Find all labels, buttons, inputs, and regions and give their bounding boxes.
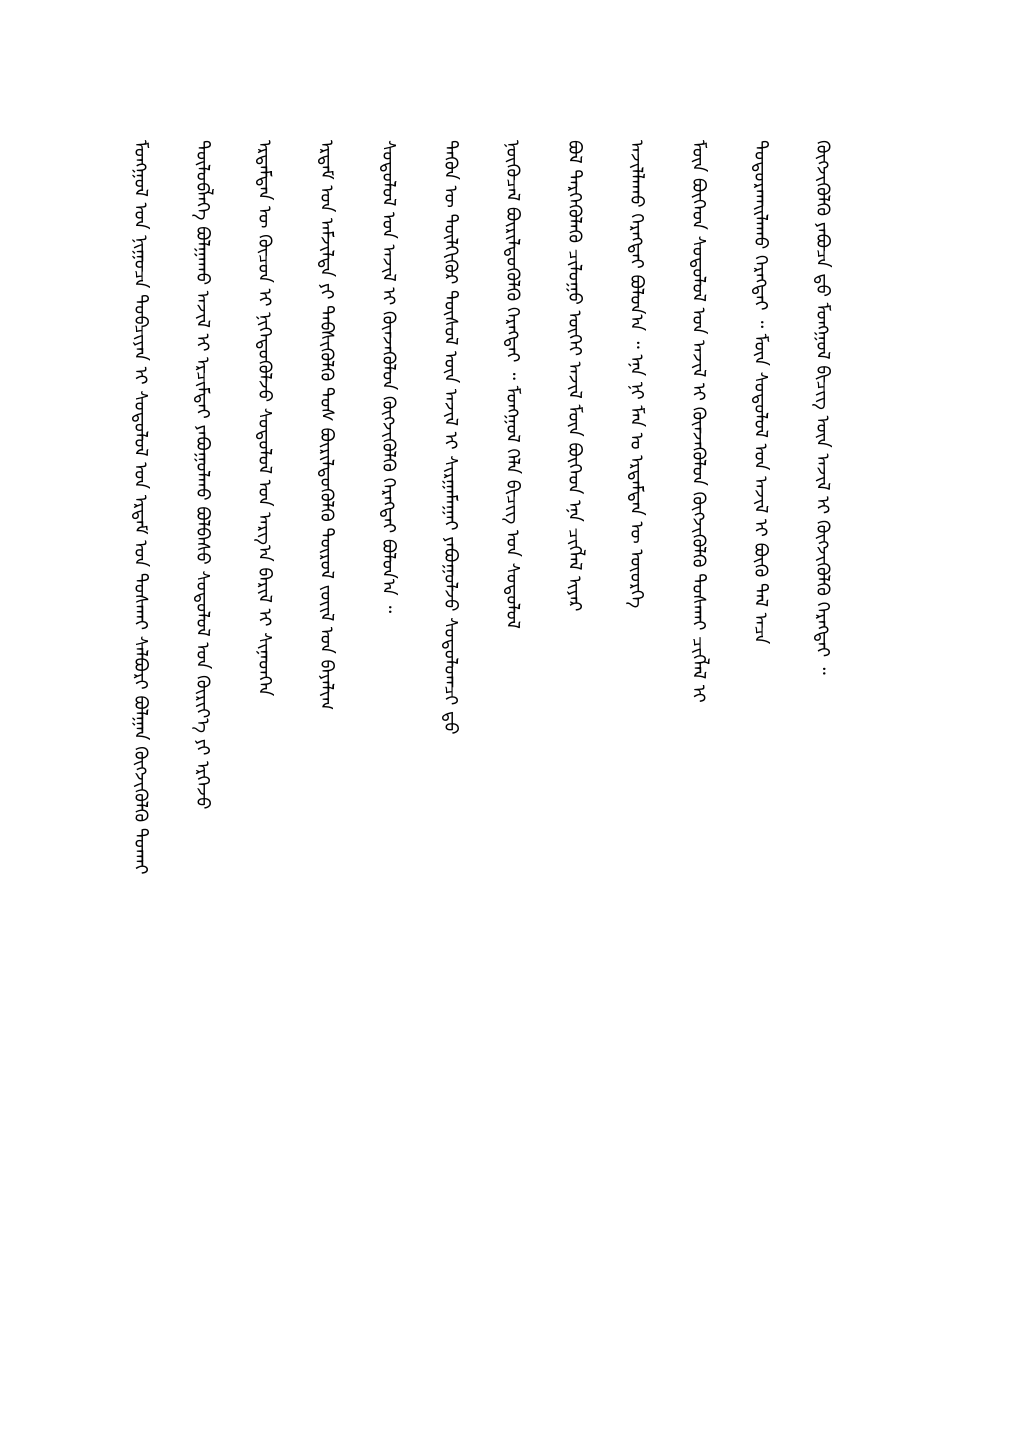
text-line: ᠡᠷᠳᠡᠮᠲᠡᠨ ᠦ ᠬᠦᠴᠦᠨ ᠢ ᠨᠢᠭᠡᠳᠦᠭᠦᠯᠵᠦ ᠰᠤᠳᠤᠯᠤᠯ ᠤᠨ ᠠᠷᠭ᠎ᠠ ᠪᠠᠷᠢᠯ ᠢ ᠰᠢᠨᠡᠳᠭᠡᠨ <box>254 140 275 697</box>
text-line: ᠪᠣᠯ ᠲᠡᠷᠭᠡᠭᠦᠯᠡᠬᠦ ᠴᠢᠯᠤᠭᠤ ᠦᠭᠡᠢ ᠠᠵᠢᠯ ᠮᠥᠨ ᠪᠥᠭᠡᠳ ᠡᠨᠡ ᠴᠢᠭᠯᠡᠯ ᠢᠶᠡᠷ <box>564 140 585 612</box>
text-line: ᠰᠤᠳᠤᠯᠤᠯ ᠤᠨ ᠠᠵᠢᠯ ᠢ ᠭᠦᠨᠵᠡᠭᠦᠯᠦᠨ ᠬᠥᠭᠵᠢᠭᠦᠯᠬᠦ ᠬᠡᠷᠡᠭᠲᠡᠢ ᠪᠣᠯᠤᠨ᠎ᠠ ᠃ <box>378 140 399 614</box>
text-line: ᠲᠡᠭᠦᠨ ᠦ ᠲᠦᠯᠬᠢᠭᠦᠷ ᠲᠥᠰᠥᠯ ᠦᠨ ᠠᠵᠢᠯ ᠢ ᠰᠢᠷᠭᠠᠮᠠᠭᠠᠢ ᠶᠠᠪᠤᠭᠤᠯᠵᠤ ᠰᠤᠳᠤᠯᠤᠭᠴᠢ ᠳ᠋ᠦ <box>440 140 461 735</box>
text-line: ᠬᠥᠭᠵᠢᠭᠦᠯᠬᠦ ᠶᠠᠪᠤᠴᠠ ᠳ᠋ᠤ ᠮᠣᠩᠭᠣᠯ ᠪᠢᠴᠢᠭ ᠦᠨ ᠠᠵᠢᠯ ᠢ ᠬᠥᠭᠵᠢᠭᠦᠯᠬᠦ ᠬᠡᠷᠡᠭᠲᠡᠢ ᠃ <box>812 140 833 675</box>
text-line: ᠠᠵᠢᠯᠯᠠᠬᠤ ᠬᠡᠷᠡᠭᠲᠡᠢ ᠪᠣᠯᠤᠨ᠎ᠠ ᠃ ᠡᠨᠡ ᠨᠢ ᠮᠠᠨ ᠤ ᠡᠷᠳᠡᠮᠲᠡᠨ ᠦ ᠦᠦᠷᠭᠡ <box>626 140 647 609</box>
text-line: ᠡᠷᠳᠡᠮ ᠤᠨ ᠠᠮᠵᠢᠯᠲᠠ ᠶᠢ ᠳᠡᠪᠰᠢᠭᠦᠯᠬᠦ ᠲᠤᠰ ᠪᠦᠷᠢᠯᠳᠦᠭᠦᠯᠬᠦ ᠲᠦᠷᠦᠯ ᠵᠦᠢᠯ ᠤᠨ ᠪᠠᠶᠠᠯᠢᠭ <box>316 140 337 711</box>
text-line: ᠨᠥᠬᠥᠴᠡᠯ ᠪᠦᠷᠢᠯᠳᠦᠭᠦᠯᠬᠦ ᠬᠡᠷᠡᠭᠲᠡᠢ ᠃ ᠮᠣᠩᠭᠣᠯ ᠬᠡᠯᠡ ᠪᠢᠴᠢᠭ ᠤᠨ ᠰᠤᠳᠤᠯᠤᠯ <box>502 140 523 629</box>
text-line: ᠮᠣᠩᠭᠣᠯ ᠤᠨ ᠨᠢᠭᠤᠴᠠ ᠲᠣᠪᠴᠢᠶᠠᠨ ᠢ ᠰᠤᠳᠤᠯᠤᠯ ᠤᠨ ᠡᠷᠳᠡᠮ ᠤᠨ ᠲᠤᠰᠬᠠᠢ ᠰᠠᠯᠪᠤᠷᠢ ᠪᠣᠯᠭᠠᠨ ᠬᠥᠭᠵᠢᠭᠦᠯᠬᠦ ᠲᠤᠬᠠᠢ <box>130 140 151 875</box>
text-line: ᠲᠣᠳᠤᠷᠬᠠᠢᠯᠠᠬᠤ ᠬᠡᠷᠡᠭᠲᠡᠢ ᠃ ᠮᠥᠨ ᠰᠤᠳᠤᠯᠤᠯ ᠤᠨ ᠠᠵᠢᠯ ᠢ ᠪᠦᠬᠦ ᠲᠠᠯ ᠠᠴᠠ <box>750 140 771 645</box>
text-line: ᠲᠥᠯᠦᠪᠯᠡᠭᠡ ᠪᠣᠯᠭᠠᠬᠤ ᠠᠵᠢᠯ ᠢ ᠡᠷᠴᠢᠮᠲᠡᠢ ᠶᠠᠪᠤᠭᠤᠯᠬᠤ ᠪᠣᠯᠪᠠᠰᠤ ᠰᠤᠳᠤᠯᠤᠯ ᠤᠨ ᠬᠦᠷᠢᠶ᠎ᠡ ᠶᠢ ᠡᠷᠭᠡᠵᠦ <box>192 140 213 810</box>
text-line: ᠮᠥᠨ ᠪᠥᠭᠡᠳ ᠰᠤᠳᠤᠯᠤᠯ ᠤᠨ ᠠᠵᠢᠯ ᠢ ᠭᠦᠨᠵᠡᠭᠦᠯᠦᠨ ᠬᠥᠭᠵᠢᠭᠦᠯᠬᠦ ᠲᠤᠰᠬᠠᠢ ᠴᠢᠭᠯᠡᠯ ᠢ <box>688 140 709 703</box>
vertical-text-block <box>120 140 880 1320</box>
